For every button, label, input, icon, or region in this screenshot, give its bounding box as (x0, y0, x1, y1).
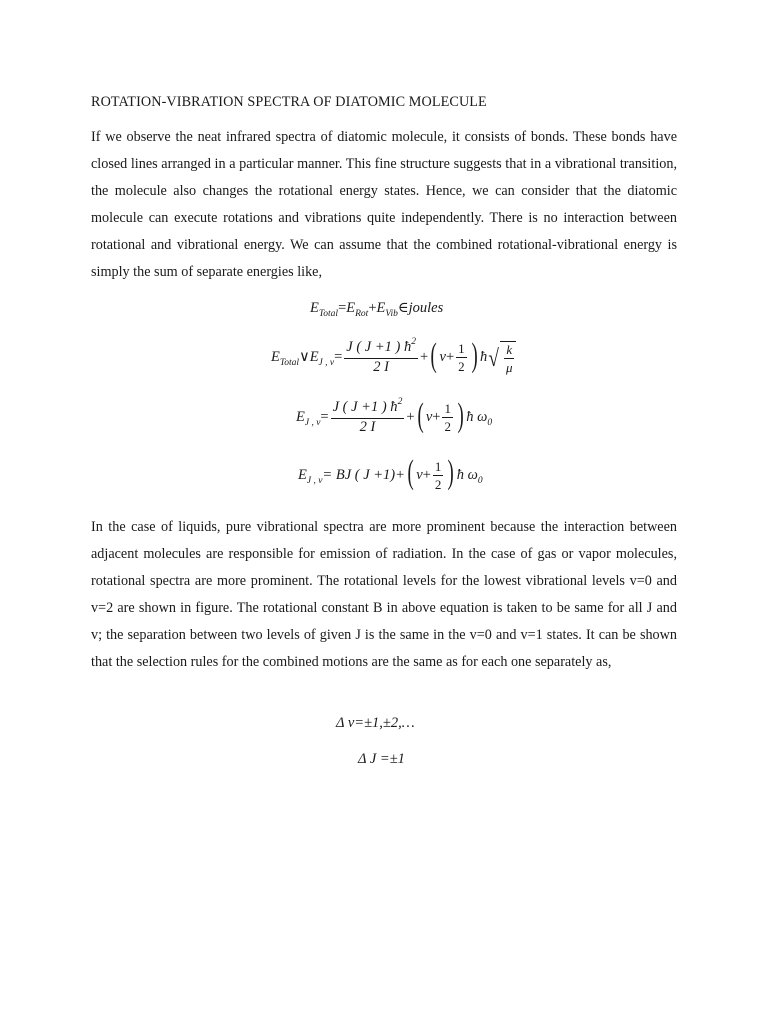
eq1-E-rot: $E_{Rot}$ (346, 300, 369, 319)
equation-energy-omega (296, 396, 493, 435)
eq4-rhs: = BJ ( J +1)+ (322, 466, 405, 483)
eq2-E-total: $E_{Total}$ (271, 349, 300, 368)
eq3-equals: = (320, 409, 329, 425)
eq2-equals: = (334, 349, 343, 365)
eq3-left-paren: ( (417, 396, 424, 434)
equation-total-energy (310, 300, 443, 317)
eq4-left-paren: ( (407, 454, 414, 491)
paragraph-selection-context: In the case of liquids, pure vibrational spectra are more prominent because the interaction between adjacent molecules are responsible for emission of radiation. In the case of gas or vapor molecules, rotational spectra are more prominent. The rotational levels for the lowest vibrational levels v=0 and v=2 are shown in figure. The rotational constant B in above equation is taken to be same for all J and v; the separation between two levels of given J is the same in the v=0 and v=1 states. It can be shown that the selection rules for the combined motions are the same as for each one separately as, (91, 519, 677, 670)
eq3-right-paren: ) (457, 396, 464, 434)
eq3-rotational-fraction: $\frac{J ( J +1 ) ħ^2}{2 I}$ (332, 397, 403, 435)
eq4-plus-half: + (422, 466, 431, 483)
equation-energy-sqrt (271, 336, 516, 375)
eq2-right-paren: ) (471, 336, 478, 374)
eq3-hbar-omega: ħ $\omega_0$ (466, 409, 493, 428)
eq1-in: ∈ (397, 300, 409, 316)
eq2-v: v (439, 349, 446, 365)
eq2-left-paren: ( (430, 336, 437, 374)
eq2-E-jv: $E_{J , v}$ (309, 349, 335, 368)
selection-rule-v: Δ v=±1,±2,… (336, 715, 415, 731)
eq4-hbar-omega: ħ $\omega_0$ (456, 466, 483, 486)
eq2-hbar: ħ (479, 349, 488, 365)
eq1-plus: + (368, 300, 377, 316)
eq3-v: v (425, 409, 433, 425)
eq3-E-jv: $E_{J , v}$ (296, 409, 321, 428)
eq4-right-paren: ) (447, 454, 455, 491)
eq2-sqrt-k-over-mu: √ $\frac{k}{\mu}$ (487, 341, 516, 375)
section-heading: ROTATION-VIBRATION SPECTRA OF DIATOMIC MOLECULE (91, 94, 487, 110)
eq2-half-fraction: $\frac{1}{2}$ (458, 341, 465, 374)
eq1-units: joules (408, 300, 444, 316)
eq2-plus: + (420, 349, 429, 365)
equation-energy-B (298, 454, 483, 492)
eq4-half-fraction: $\frac{1}{2}$ (434, 458, 442, 492)
eq1-E-vib: $E_{Vib}$ (376, 300, 398, 319)
eq2-rotational-fraction: $\frac{J ( J +1 ) ħ^2}{2 I}$ (346, 337, 416, 375)
paragraph-intro: If we observe the neat infrared spectra of diatomic molecule, it consists of bonds. These bonds have closed lines arranged in a particular manner. This fine structure suggests that in a vibrational transition, the molecule also changes the rotational energy states. Hence, we can consider that the diatomic molecule can execute rotations and vibrations quite independently. There is no interaction between rotational and vibrational energy. We can assume that the combined rotational-vibrational energy is simply the sum of separate energies like, (91, 129, 677, 280)
eq2-plus-half: + (445, 349, 455, 365)
eq3-plus-half: + (432, 409, 441, 425)
eq4-E-jv: $E_{J , v}$ (298, 466, 323, 486)
eq4-v: v (416, 466, 423, 483)
eq3-plus: + (406, 409, 415, 425)
eq1-E-total: $E_{Total}$ (310, 300, 339, 319)
eq2-or: ∨ (299, 349, 310, 365)
eq1-equals: = (338, 300, 347, 316)
eq3-half-fraction: $\frac{1}{2}$ (444, 401, 451, 434)
selection-rule-j: Δ J =±1 (358, 751, 405, 767)
